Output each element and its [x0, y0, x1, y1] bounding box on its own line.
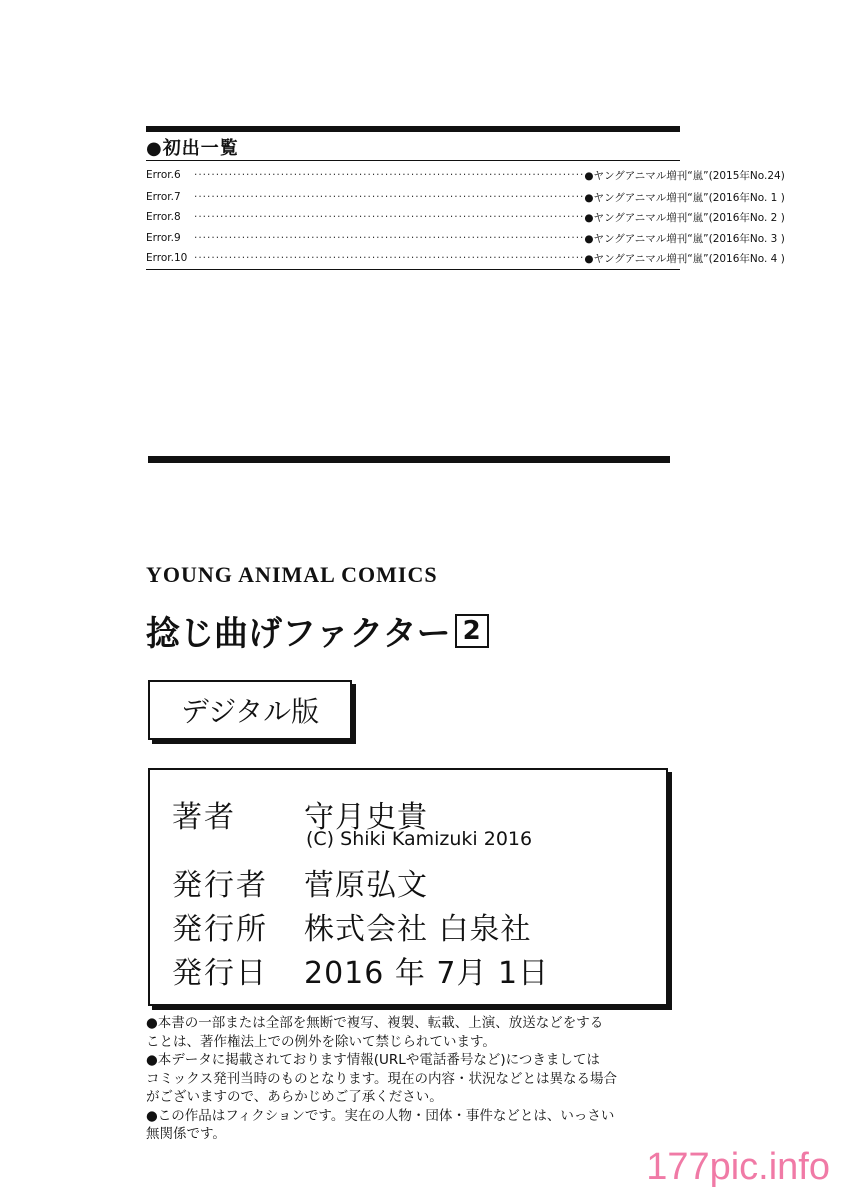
leader-dots: ·························································································· — [194, 191, 585, 203]
note-line: ●本書の一部または全部を無断で複写、複製、転載、上演、放送などをする — [146, 1015, 604, 1031]
edition-text: デジタル版 — [180, 695, 320, 728]
episode-label: Error.8 — [146, 211, 181, 223]
publisher-person-name: 菅原弘文 — [304, 868, 428, 903]
source-label: ●ヤングアニマル増刊“嵐”(2016年No. 4 ) — [584, 252, 785, 265]
publisher-person-row — [172, 860, 428, 904]
note-line: ●この作品はフィクションです。実在の人物・団体・事件などとは、いっさい — [146, 1107, 615, 1124]
note-line: 無関係です。 — [146, 1126, 226, 1142]
note-line: コミックス発刊当時のものとなります。現在の内容・状況などとは異なる場合 — [146, 1070, 618, 1087]
publisher-label: 発行所 — [172, 912, 268, 947]
publisher-name: 株式会社 白泉社 — [304, 912, 532, 947]
episode-label: Error.9 — [146, 232, 181, 244]
volume-number: 2 — [455, 614, 489, 648]
edition-badge — [148, 680, 352, 740]
leader-dots: ·························································································· — [194, 211, 585, 223]
author-label: 著者 — [172, 800, 236, 835]
publisher-person-label: 発行者 — [172, 868, 268, 903]
source-label: ●ヤングアニマル増刊“嵐”(2016年No. 2 ) — [584, 211, 785, 224]
title-text: 捻じ曲げファクター — [146, 614, 451, 654]
episode-label: Error.10 — [146, 252, 188, 264]
list-heading-rule — [146, 160, 680, 161]
list-item — [146, 187, 785, 207]
colophon-box — [148, 768, 668, 1006]
source-label: ●ヤングアニマル増刊“嵐”(2016年No. 1 ) — [584, 191, 785, 204]
leader-dots: ·························································································· — [194, 252, 585, 264]
note-line: がございますので、あらかじめご了承ください。 — [146, 1089, 443, 1105]
publish-date: 2016 年 7月 1日 — [304, 956, 550, 991]
copyright-line: (C) Shiki Kamizuki 2016 — [306, 828, 533, 850]
episode-label: Error.7 — [146, 191, 181, 203]
list-bottom-rule — [146, 269, 680, 270]
source-label: ●ヤングアニマル増刊“嵐”(2015年No.24) — [584, 169, 785, 182]
episode-label: Error.6 — [146, 169, 181, 181]
list-item — [146, 165, 785, 185]
note-line: ●本データに掲載されております情報(URLや電話番号など)につきましては — [146, 1052, 600, 1068]
note-line: ことは、著作権法上での例外を除いて禁じられています。 — [146, 1033, 496, 1050]
leader-dots: ·························································································· — [194, 169, 585, 181]
source-label: ●ヤングアニマル増刊“嵐”(2016年No. 3 ) — [584, 232, 785, 245]
publisher-row — [172, 904, 532, 948]
list-item — [146, 207, 785, 227]
section-divider — [148, 456, 670, 463]
list-item — [146, 228, 785, 248]
first-appearance-heading: ●初出一覧 — [146, 138, 239, 159]
book-title — [146, 606, 489, 655]
date-label: 発行日 — [172, 956, 268, 991]
date-row — [172, 948, 549, 992]
leader-dots: ·························································································· — [194, 232, 585, 244]
list-top-rule — [146, 126, 680, 132]
list-item — [146, 248, 785, 268]
author-name: 守月史貴 — [304, 800, 428, 835]
watermark: 177pic.info — [646, 1146, 830, 1188]
legal-notes — [146, 1014, 686, 1144]
imprint-label: YOUNG ANIMAL COMICS — [146, 562, 438, 587]
